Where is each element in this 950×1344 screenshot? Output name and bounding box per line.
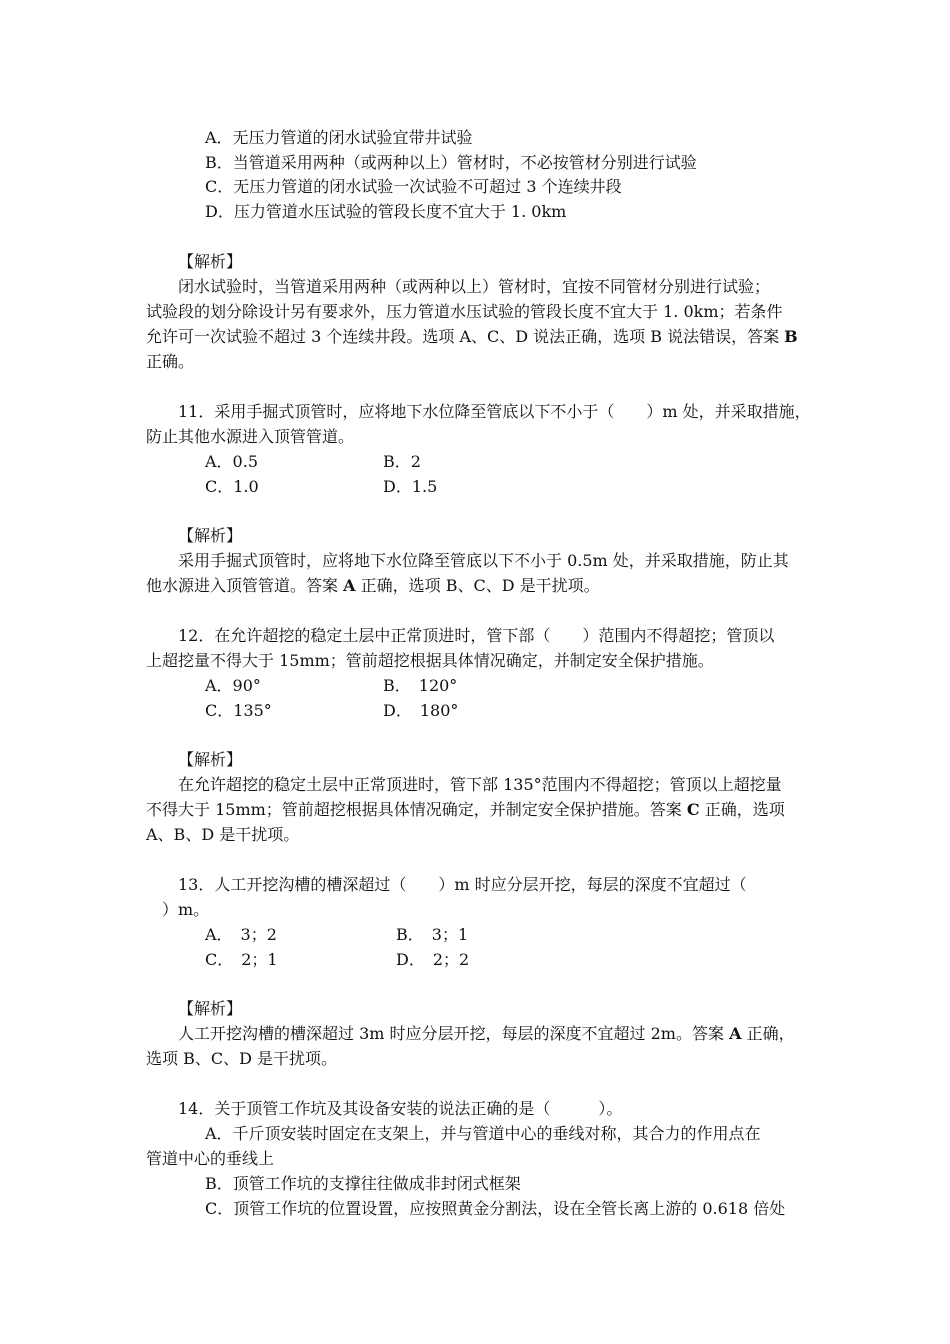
question-13-text: 13．人工开挖沟槽的槽深超过（ ）m 时应分层开挖，每层的深度不宜超过（ [178, 875, 747, 894]
q11-option-d: D．1.5 [383, 477, 438, 496]
analysis-text: 允许可一次试验不超过 3 个连续井段。选项 A、C、D 说法正确，选项 B 说法错误，答案 B [146, 327, 798, 346]
question-13-text: ）m。 [146, 900, 210, 919]
q11-option-b: B．2 [383, 452, 421, 471]
q14-option-a: 管道中心的垂线上 [146, 1149, 275, 1168]
analysis-heading: 【解析】 [178, 252, 243, 271]
analysis-text: 选项 B、C、D 是干扰项。 [146, 1049, 338, 1068]
q12-option-c: C．135° [205, 701, 272, 720]
question-12-text: 12．在允许超挖的稳定土层中正常顶进时，管下部（ ）范围内不得超挖；管顶以 [178, 626, 775, 645]
question-11-text: 防止其他水源进入顶管管道。 [146, 427, 355, 446]
question-12-text: 上超挖量不得大于 15mm；管前超挖根据具体情况确定，并制定安全保护措施。 [146, 651, 714, 670]
analysis-heading: 【解析】 [178, 750, 243, 769]
analysis-heading: 【解析】 [178, 526, 243, 545]
analysis-text: 不得大于 15mm；管前超挖根据具体情况确定，并制定安全保护措施。答案 C 正确，选项 [146, 800, 785, 819]
q13-option-d: D． 2；2 [396, 950, 470, 969]
analysis-heading: 【解析】 [178, 999, 243, 1018]
answer-letter: A [729, 1024, 742, 1043]
q10-option-c: C．无压力管道的闭水试验一次试验不可超过 3 个连续井段 [205, 177, 622, 196]
q14-option-c: C．顶管工作坑的位置设置，应按照黄金分割法，设在全管长离上游的 0.618 倍处 [205, 1199, 786, 1218]
analysis-text: 正确。 [146, 352, 195, 371]
q14-option-a: A．千斤顶安装时固定在支架上，并与管道中心的垂线对称，其合力的作用点在 [205, 1124, 761, 1143]
q13-option-b: B． 3；1 [396, 925, 469, 944]
question-11-text: 11．采用手掘式顶管时，应将地下水位降至管底以下不小于（ ）m 处，并采取措施， [178, 402, 811, 421]
analysis-text: 人工开挖沟槽的槽深超过 3m 时应分层开挖，每层的深度不宜超过 2m。答案 A 正确， [178, 1024, 795, 1043]
analysis-text: 他水源进入顶管管道。答案 A 正确，选项 B、C、D 是干扰项。 [146, 576, 600, 595]
question-14-text: 14．关于顶管工作坑及其设备安装的说法正确的是（ ）。 [178, 1099, 623, 1118]
q10-option-b: B．当管道采用两种（或两种以上）管材时，不必按管材分别进行试验 [205, 153, 697, 172]
analysis-text: 在允许超挖的稳定土层中正常顶进时，管下部 135°范围内不得超挖；管顶以上超挖量 [178, 775, 782, 794]
q12-option-b: B． 120° [383, 676, 458, 695]
analysis-text: A、B、D 是干扰项。 [146, 825, 300, 844]
q11-option-a: A．0.5 [205, 452, 259, 471]
analysis-text: 采用手掘式顶管时，应将地下水位降至管底以下不小于 0.5m 处，并采取措施，防止其 [178, 551, 789, 570]
analysis-text: 闭水试验时，当管道采用两种（或两种以上）管材时，宜按不同管材分别进行试验； [178, 277, 771, 296]
analysis-text: 试验段的划分除设计另有要求外，压力管道水压试验的管段长度不宜大于 1. 0km；若条件 [146, 302, 783, 321]
q10-option-a: A．无压力管道的闭水试验宜带井试验 [205, 128, 473, 147]
q12-option-d: D． 180° [383, 701, 459, 720]
q13-option-a: A． 3；2 [205, 925, 277, 944]
q14-option-b: B．顶管工作坑的支撑往往做成非封闭式框架 [205, 1174, 521, 1193]
answer-letter: A [343, 576, 356, 595]
q11-option-c: C．1.0 [205, 477, 259, 496]
q10-option-d: D．压力管道水压试验的管段长度不宜大于 1. 0km [205, 202, 567, 221]
answer-letter: B [784, 327, 798, 346]
q12-option-a: A．90° [205, 676, 261, 695]
q13-option-c: C． 2；1 [205, 950, 278, 969]
answer-letter: C [686, 800, 700, 819]
